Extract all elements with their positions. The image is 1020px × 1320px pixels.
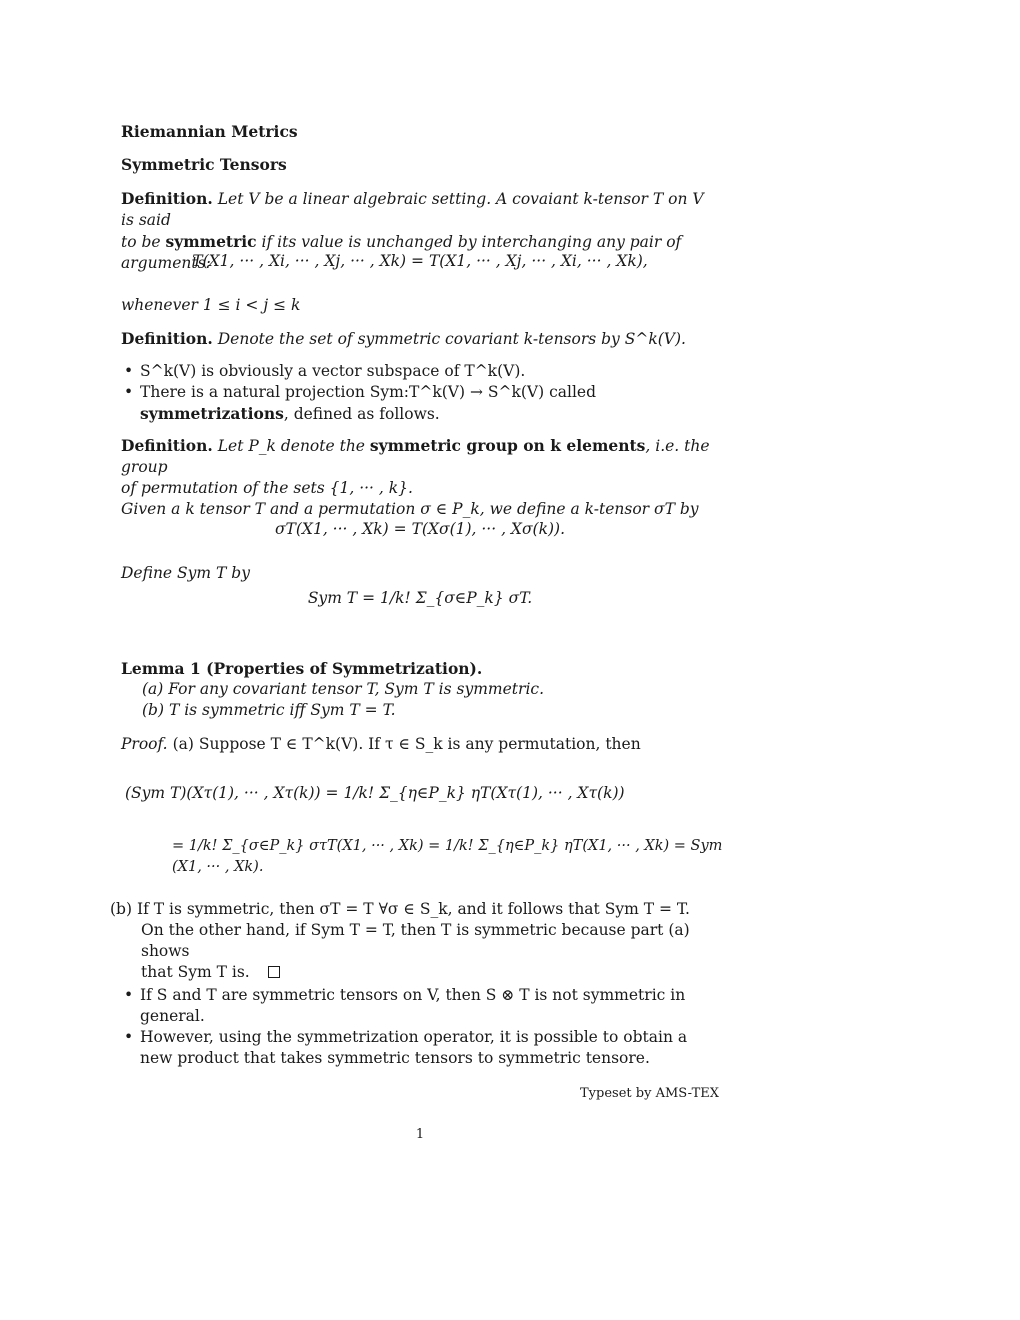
whenever-condition: whenever 1 ≤ i < j ≤ k	[121, 296, 301, 314]
lemma-title: Lemma 1 (Properties of Symmetrization).	[121, 659, 483, 678]
proof-part-b	[110, 899, 719, 983]
proof-intro	[121, 734, 719, 755]
list-item	[121, 361, 719, 382]
permutation-equation: σT(X1, ··· , Xk) = T(Xσ(1), ··· , Xσ(k)).	[274, 520, 566, 538]
definition-text: Denote the set of symmetric covariant k-tensors by S^k(V).	[217, 330, 686, 348]
definition-text: Let V be a linear algebraic setting. A covaiant k-tensor T on V is said	[121, 190, 704, 229]
page-number: 1	[415, 1127, 425, 1142]
typeset-credit: Typeset by AMS-TEX	[580, 1086, 719, 1101]
paper-title: Riemannian Metrics	[121, 122, 298, 141]
list-item-text: There is a natural projection Sym:T^k(V) → S^k(V) called	[140, 383, 597, 401]
definition-term: symmetric	[165, 232, 257, 251]
definition-sk	[121, 328, 719, 350]
proof-equation-2: = 1/k! Σ_{σ∈P_k} στT(X1, ··· , Xk) = 1/k! Σ_{η∈P_k} ηT(X1, ··· , Xk) = Sym (X1, ··· , Xk).	[172, 838, 723, 875]
definition-text-3: Given a k tensor T and a permutation σ ∈ P_k, we define a k-tensor σT by	[121, 500, 699, 518]
proof-text: (a) Suppose T ∈ T^k(V). If τ ∈ S_k is any permutation, then	[172, 735, 641, 753]
sym-definition-equation: Sym T = 1/k! Σ_{σ∈P_k} σT.	[307, 589, 533, 607]
list-item-text-2: defined as follows.	[293, 405, 440, 423]
definition-label: Definition.	[121, 189, 213, 208]
proof-b-line-3-text: that Sym T is.	[141, 963, 250, 981]
qed-icon	[268, 966, 280, 978]
definition-text-post: , i.e. the group	[121, 437, 710, 476]
definition-text-2: of permutation of the sets {1, ··· , k}.	[121, 479, 413, 497]
definition-text-2b: if its value is unchanged by interchanging any pair of arguments:	[121, 233, 682, 272]
definition-term: symmetric group on k elements	[369, 436, 646, 455]
proof-b-line-3	[110, 962, 719, 983]
define-sym-text: Define Sym T by	[121, 564, 250, 582]
proof-b-line-1: (b) If T is symmetric, then σT = T ∀σ ∈ S_k, and it follows that Sym T = T.	[110, 900, 690, 918]
proof-label: Proof.	[121, 735, 168, 753]
definition-permutation	[121, 435, 719, 520]
symmetric-equation: T(X1, ··· , Xi, ··· , Xj, ··· , Xk) = T(X1, ··· , Xj, ··· , Xi, ··· , Xk),	[192, 252, 648, 270]
proof-b-line-2: On the other hand, if Sym T = T, then T is symmetric because part (a) shows	[141, 921, 690, 960]
list-item-term: symmetrizations	[140, 404, 284, 423]
list-item	[121, 985, 719, 1027]
bullet-list-2	[121, 985, 719, 1069]
definition-text-2a: to be	[121, 233, 161, 251]
list-item-text: However, using the symmetrization operator, it is possible to obtain a new product that takes symmetric tensors to symmetric tensore.	[140, 1028, 688, 1067]
proof-equation-1: (Sym T)(Xτ(1), ··· , Xτ(k)) = 1/k! Σ_{η∈P_k} ηT(Xτ(1), ··· , Xτ(k))	[125, 784, 625, 802]
list-item-text: If S and T are symmetric tensors on V, then S ⊗ T is not symmetric in general.	[140, 986, 686, 1025]
list-item	[121, 1027, 719, 1069]
lemma-part-b: (b) T is symmetric iff Sym T = T.	[142, 701, 396, 719]
definition-label: Definition.	[121, 436, 213, 455]
definition-label: Definition.	[121, 329, 213, 348]
list-item: • There is a natural projection Sym:T^k(V) → S^k(V) called symmetrizations, defined as follows.	[121, 382, 719, 425]
section-heading: Symmetric Tensors	[121, 155, 287, 174]
definition-text: Let P_k denote the	[217, 437, 365, 455]
lemma-part-a: (a) For any covariant tensor T, Sym T is symmetric.	[142, 680, 545, 698]
lemma	[121, 658, 719, 721]
bullet-list-1	[121, 361, 719, 425]
list-item-text: S^k(V) is obviously a vector subspace of T^k(V).	[140, 362, 526, 380]
